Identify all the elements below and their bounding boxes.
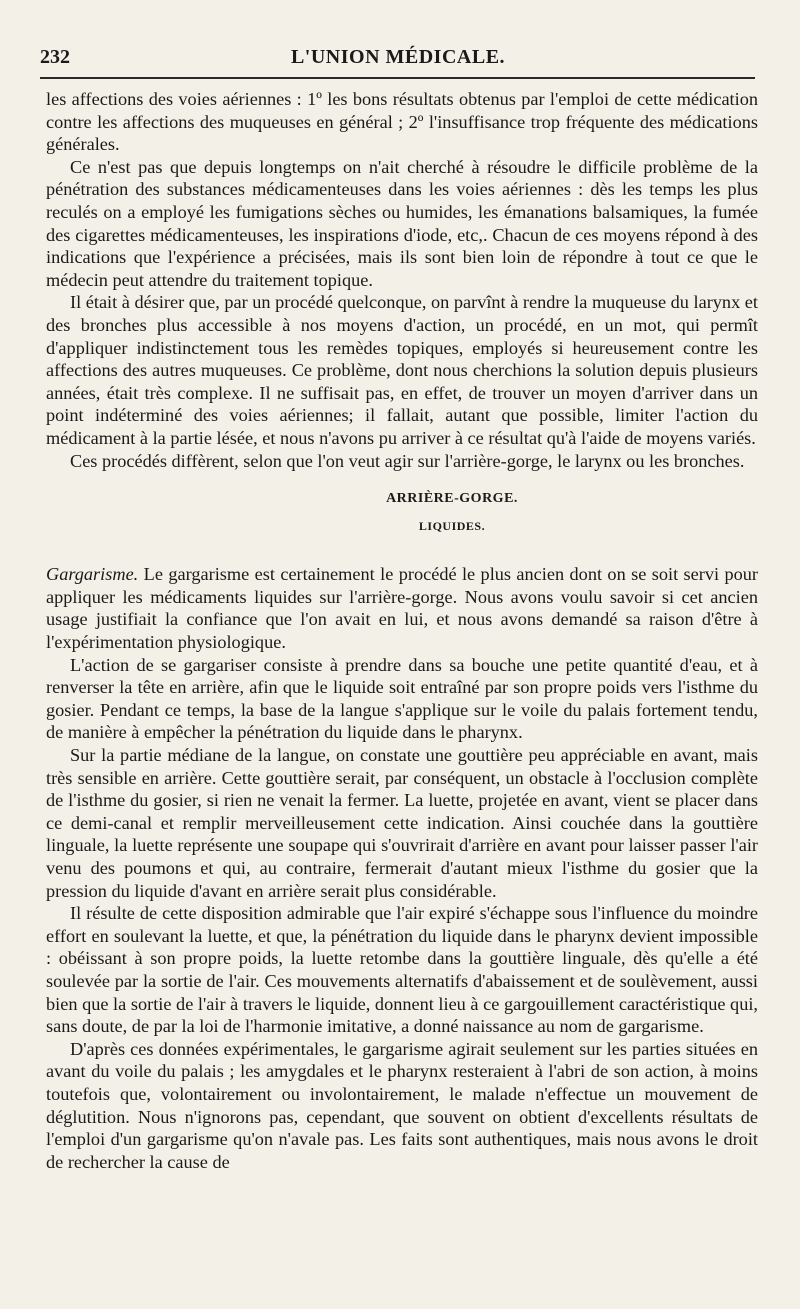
paragraph: Il résulte de cette disposition admirable que l'air expiré s'échappe sous l'influence du moindre effort en soulevant la luette, et que, la pénétration du liquide dans le pharynx devient impossible : obéissant à son propre poids, la luette retombe dans la gouttière linguale, dès qu'elle a été soulevée par la sortie de l'air. Ces mouvements alternatifs d'abaissement et de soulèvement, aussi bien que la sortie de l'air à travers le liquide, donnent lieu à ce gargouillement caractéristique qui, sans doute, de par la loi de l'harmonie imitative, a donné naissance au nom de gargarisme. — [46, 903, 758, 1037]
paragraph-gargarisme — [46, 563, 758, 653]
paragraph: les affections des voies aériennes : 1º les bons résultats obtenus par l'emploi de cette médication contre les affections des muqueuses en général ; 2º l'insuffisance trop fréquente des médications générales. — [46, 89, 758, 155]
header-rule — [40, 77, 755, 79]
subsection-heading: LIQUIDES. — [418, 518, 486, 533]
journal-title: L'UNION MÉDICALE. — [290, 46, 506, 68]
run-in-title: Gargarisme. — [46, 564, 139, 585]
paragraph: D'après ces données expérimentales, le gargarisme agirait seulement sur les parties situées en avant du voile du palais ; les amygdales et le pharynx resteraient à l'abri de son action, à moins toutefois que, volontairement ou involontairement, le malade n'effectue un mouvement de déglutition. Nous n'ignorons pas, cependant, que souvent on obtient d'excellents résultats de l'emploi d'un gargarisme qu'on n'avale pas. Les faits sont authentiques, mais nous avons le droit de rechercher la cause de — [46, 1038, 758, 1172]
paragraph: Ce n'est pas que depuis longtemps on n'ait cherché à résoudre le difficile problème de la pénétration des substances médicamenteuses dans les voies aériennes : dès les temps les plus reculés on a employé les fumigations sèches ou humides, les émanations balsamiques, la fumée des cigarettes médicamenteuses, les inspirations d'iode, etc,. Chacun de ces moyens répond à des indications que l'expérience a précisées, mais ils sont bien loin de répondre à tout ce que le médecin peut attendre du traitement topique. — [46, 156, 758, 290]
page-header — [40, 46, 756, 70]
paragraph: Sur la partie médiane de la langue, on constate une gouttière peu appréciable en avant, mais très sensible en arrière. Cette gouttière serait, par conséquent, un obstacle à l'occlusion complète de l'isthme du gosier, si rien ne venait la fermer. La luette, projetée en avant, vient se placer dans ce demi-canal et remplir merveilleusement cette indication. Ainsi couchée dans la gouttière linguale, la luette représente une soupape qui s'ouvrirait d'arrière en avant pour laisser passer l'air venu des poumons et qui, au contraire, fermerait d'autant mieux l'isthme du gosier que la pression du liquide d'avant en arrière serait plus considérable. — [46, 745, 758, 901]
paragraph-text: Le gargarisme est certainement le procédé le plus ancien dont on se soit servi pour appliquer les médicaments liquides sur l'arrière-gorge. Nous avons voulu savoir si cet ancien usage justifiait la confiance que l'on avait en lui, et nous avons demandé sa raison d'être à l'expérimentation physiologique. — [46, 564, 758, 653]
paragraph: Ces procédés diffèrent, selon que l'on veut agir sur l'arrière-gorge, le larynx ou les bronches. — [70, 450, 745, 471]
section-heading: ARRIÈRE-GORGE. — [386, 491, 518, 507]
paragraph: L'action de se gargariser consiste à prendre dans sa bouche une petite quantité d'eau, et à renverser la tête en arrière, afin que le liquide soit entraîné par son propre poids vers l'isthme du gosier. Pendant ce temps, la base de la langue s'applique sur le voile du palais fortement tendu, de manière à empêcher la pénétration du liquide dans le pharynx. — [46, 654, 758, 743]
page-number: 232 — [40, 46, 70, 68]
article-body — [46, 88, 758, 1173]
paragraph: Il était à désirer que, par un procédé quelconque, on parvînt à rendre la muqueuse du larynx et des bronches plus accessible à nos moyens d'action, un procédé, en un mot, qui permît d'appliquer indistinctement tous les remèdes topiques, employés si heureusement contre les affections des autres muqueuses. Ce problème, dont nous cherchions la solution depuis plusieurs années, était très complexe. Il ne suffisait pas, en effet, de trouver un moyen d'arriver dans un point indéterminé des voies aériennes; il fallait, autant que possible, limiter l'action du médicament à la partie lésée, et nous n'avons pu arriver à ce résultat qu'à l'aide de moyens variés. — [46, 292, 758, 448]
